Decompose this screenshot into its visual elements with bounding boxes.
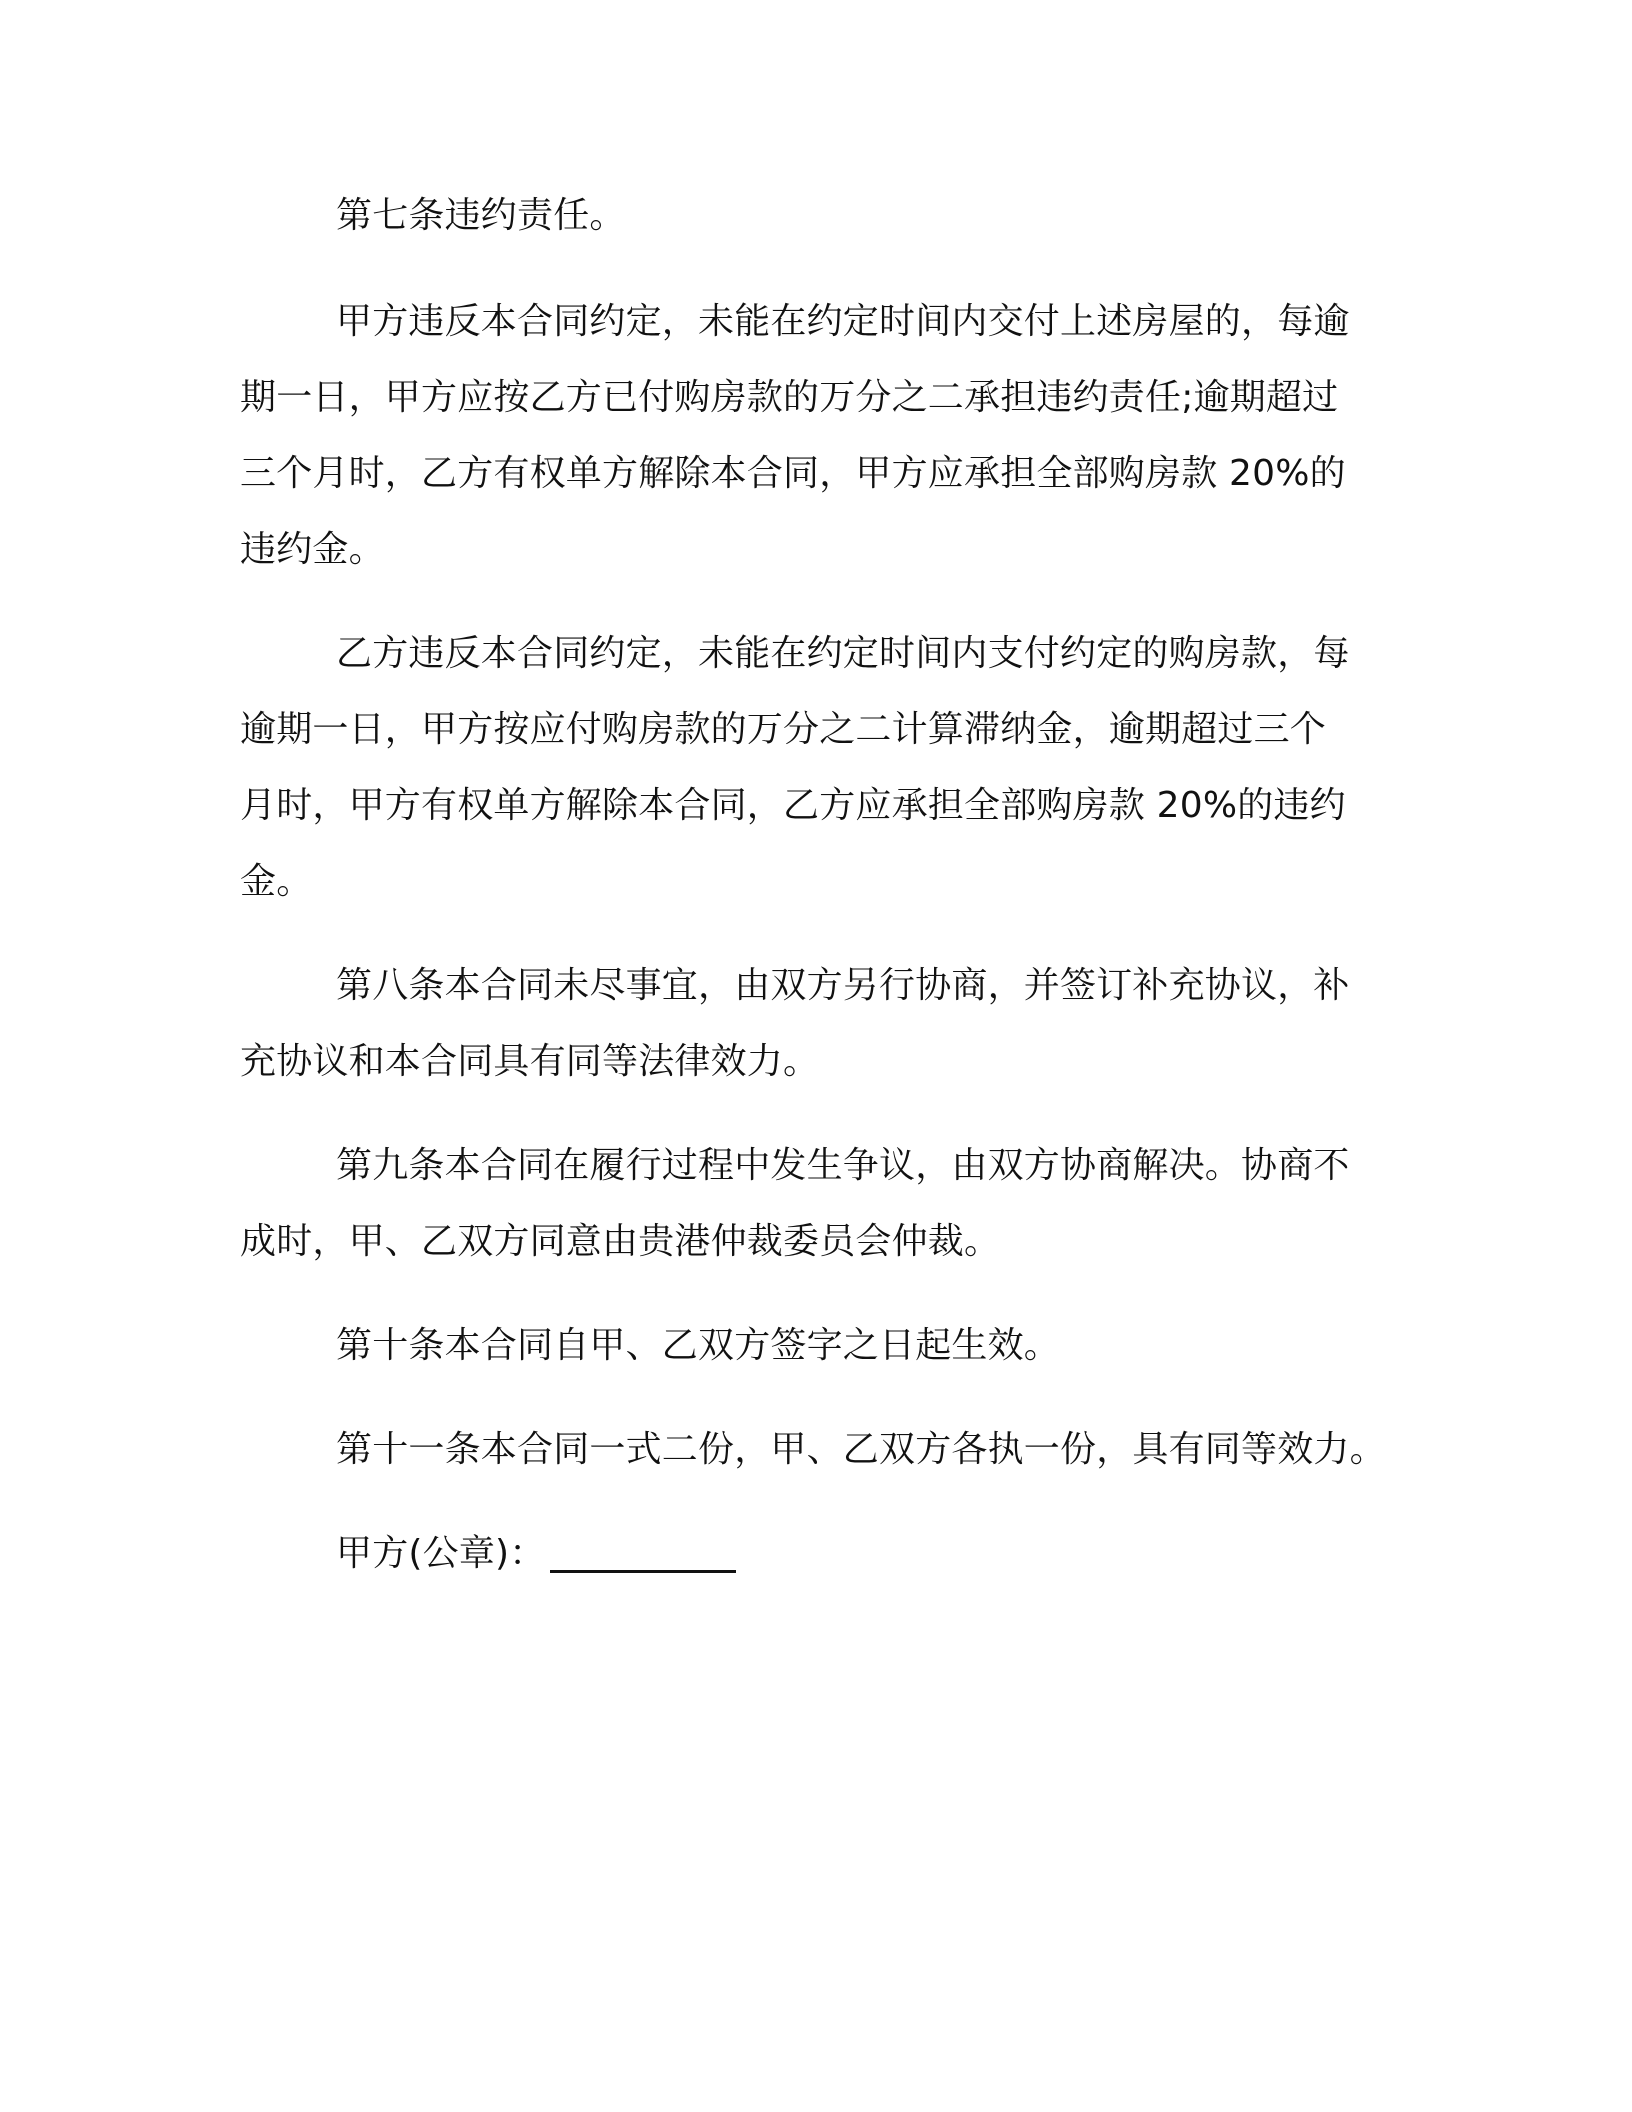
text-line: 第八条本合同未尽事宜，由双方另行协商，并签订补充协议，补 [336, 965, 1350, 1006]
text-line: 成时，甲、乙双方同意由贵港仲裁委员会仲裁。 [240, 1221, 1001, 1262]
signature-blank-underline [550, 1530, 736, 1573]
text-line: 期一日，甲方应按乙方已付购房款的万分之二承担违约责任;逾期超过 [240, 377, 1339, 418]
article-8-paragraph [240, 948, 1350, 1100]
text-line: 逾期一日，甲方按应付购房款的万分之二计算滞纳金，逾期超过三个 [240, 709, 1327, 750]
text-line: 充协议和本合同具有同等法律效力。 [240, 1041, 820, 1082]
text-line: 乙方违反本合同约定，未能在约定时间内支付约定的购房款，每 [336, 633, 1350, 674]
text-line: 三个月时，乙方有权单方解除本合同，甲方应承担全部购房款 20%的 [240, 453, 1346, 494]
article-9-paragraph [240, 1128, 1350, 1280]
text-line: 金。 [240, 861, 313, 902]
article-10-paragraph [240, 1308, 1060, 1384]
text-line: 月时，甲方有权单方解除本合同，乙方应承担全部购房款 20%的违约 [240, 785, 1346, 826]
party-a-label: 甲方(公章)： [336, 1533, 546, 1574]
article-11-paragraph [240, 1412, 1386, 1488]
article-7-title [240, 178, 626, 254]
text-line: 甲方违反本合同约定，未能在约定时间内交付上述房屋的，每逾 [336, 301, 1350, 342]
text-line: 第十条本合同自甲、乙双方签字之日起生效。 [336, 1325, 1061, 1366]
article-7-paragraph-2 [240, 616, 1350, 920]
article-7-title-text: 第七条违约责任。 [336, 195, 626, 236]
text-line: 违约金。 [240, 529, 385, 570]
article-7-paragraph-1 [240, 284, 1350, 588]
text-line: 第十一条本合同一式二份，甲、乙双方各执一份，具有同等效力。 [336, 1429, 1386, 1470]
party-a-signature-line [240, 1516, 736, 1592]
signature-block [240, 1516, 736, 1592]
text-line: 第九条本合同在履行过程中发生争议，由双方协商解决。协商不 [336, 1145, 1350, 1186]
